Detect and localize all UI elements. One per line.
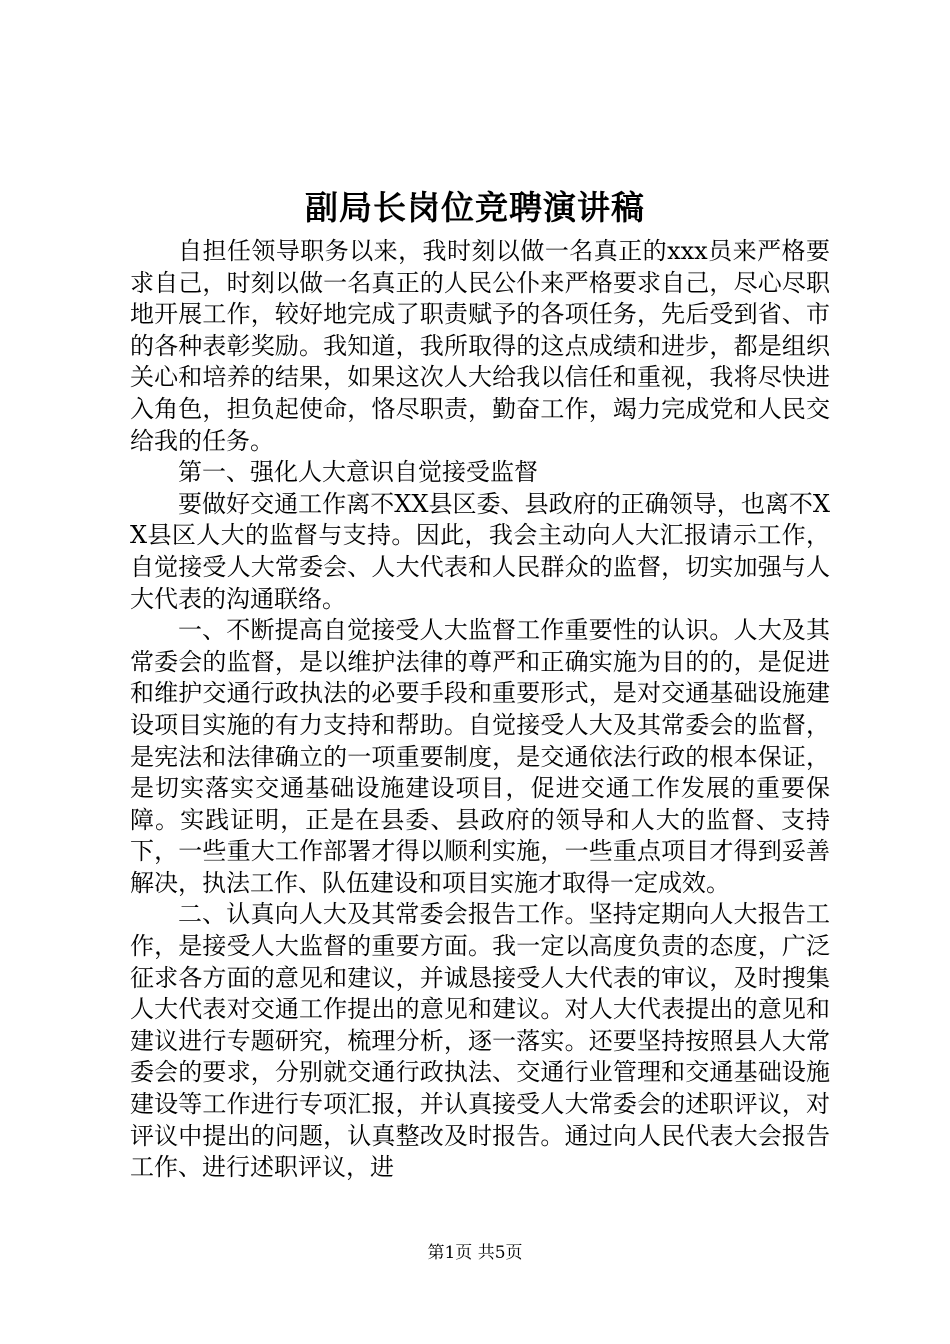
- paragraph-point-two: 二、认真向人大及其常委会报告工作。坚持定期向人大报告工作，是接受人大监督的重要方面。我一定以高度负责的态度，广泛征求各方面的意见和建议，并诚恳接受人大代表的审议，及时搜集人大代表对交通工作提出的意见和建议。对人大代表提出的意见和建议进行专题研究，梳理分析，逐一落实。还要坚持按照县人大常委会的要求，分别就交通行政执法、交通行业管理和交通基础设施建设等工作进行专项汇报，并认真接受人大常委会的述职评议，对评议中提出的问题，认真整改及时报告。通过向人民代表大会报告工作、进行述职评议，进: [130, 900, 830, 1182]
- document-title: 副局长岗位竞聘演讲稿: [305, 188, 645, 227]
- document-body: [130, 236, 830, 1184]
- paragraph-section-one: 要做好交通工作离不XX县区委、县政府的正确领导，也离不XX县区人大的监督与支持。因此，我会主动向人大汇报请示工作，自觉接受人大常委会、人大代表和人民群众的监督，切实加强与人大代表的沟通联络。: [130, 489, 830, 613]
- page-number-footer: 第1页 共5页: [427, 1243, 523, 1263]
- paragraph-point-one: 一、不断提高自觉接受人大监督工作重要性的认识。人大及其常委会的监督，是以维护法律的尊严和正确实施为目的的，是促进和维护交通行政执法的必要手段和重要形式，是对交通基础设施建设项目实施的有力支持和帮助。自觉接受人大及其常委会的监督，是宪法和法律确立的一项重要制度，是交通依法行政的根本保证，是切实落实交通基础设施建设项目，促进交通工作发展的重要保障。实践证明，正是在县委、县政府的领导和人大的监督、支持下，一些重大工作部署才得以顺利实施，一些重点项目才得到妥善解决，执法工作、队伍建设和项目实施才取得一定成效。: [130, 616, 830, 897]
- section-heading-first: 第一、强化人大意识自觉接受监督: [178, 458, 538, 487]
- paragraph-intro: 自担任领导职务以来，我时刻以做一名真正的xxx员来严格要求自己，时刻以做一名真正的人民公仆来严格要求自己，尽心尽职地开展工作，较好地完成了职责赋予的各项任务，先后受到省、市的各种表彰奖励。我知道，我所取得的这点成绩和进步，都是组织关心和培养的结果，如果这次人大给我以信任和重视，我将尽快进入角色，担负起使命，恪尽职责，勤奋工作，竭力完成党和人民交给我的任务。: [130, 237, 830, 455]
